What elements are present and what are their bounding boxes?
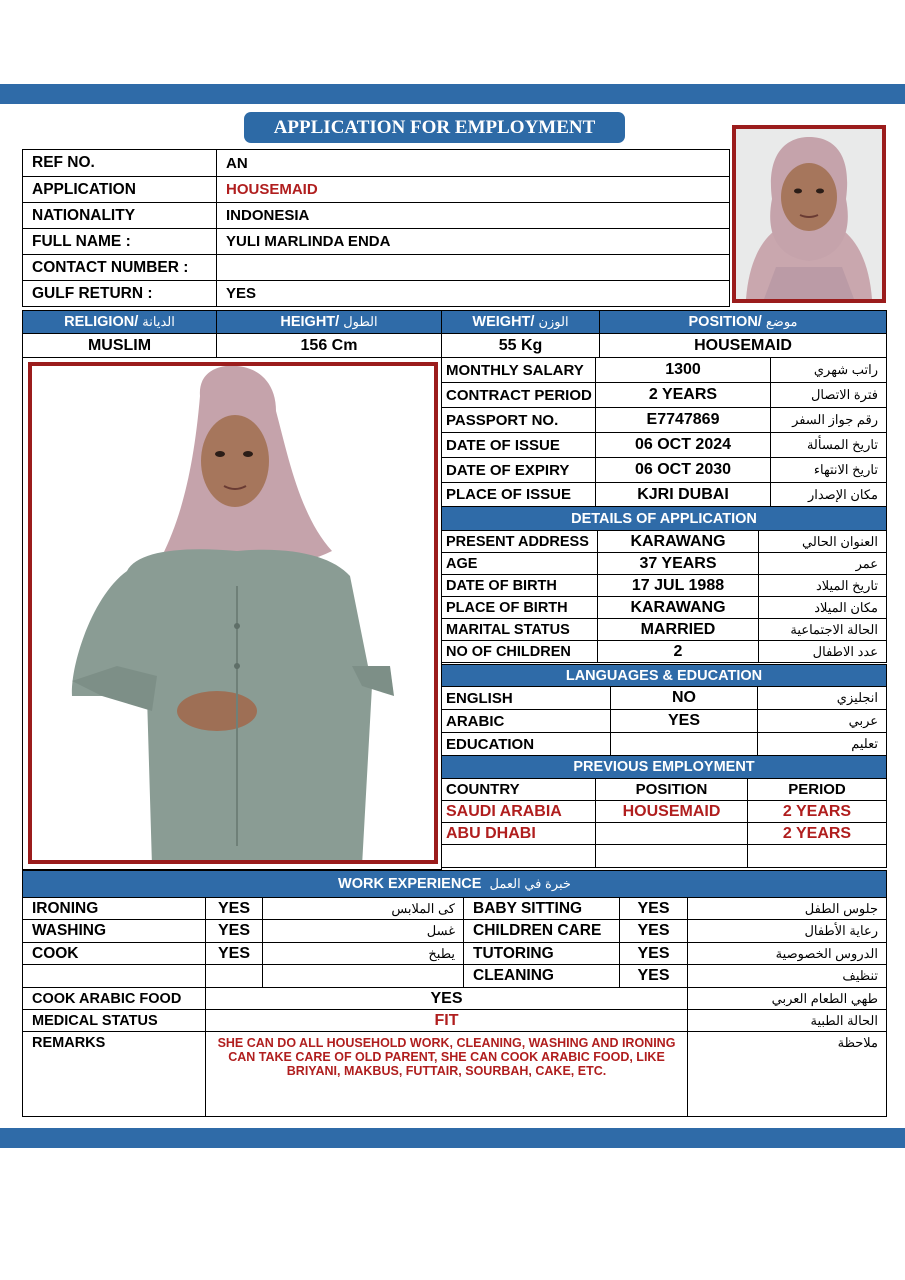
dob-value: 17 JUL 1988 [598,575,759,597]
prev-position [596,823,748,845]
nationality-row [23,203,730,229]
previous-header: PREVIOUS EMPLOYMENT [442,756,887,779]
contract-period-label: CONTRACT PERIOD [442,383,596,408]
age-label: AGE [442,553,598,575]
tutoring-label: TUTORING [464,943,620,965]
tutoring-ar: الدروس الخصوصية [688,943,887,965]
prev-position [596,845,748,868]
salary-value: 1300 [596,358,771,383]
remarks-label: REMARKS [23,1032,206,1117]
details-table [441,506,887,663]
height-value: 156 Cm [217,334,442,358]
arabic-label: ARABIC [442,710,611,733]
salary-ar: راتب شهري [771,358,887,383]
baby-sitting-label: BABY SITTING [464,898,620,920]
english-value: NO [611,687,758,710]
contact-row [23,255,730,281]
tutoring-value: YES [620,943,688,965]
medical-value: FIT [206,1010,688,1032]
washing-ar: غسل [263,920,464,943]
work-experience-table [22,870,887,1117]
children-care-label: CHILDREN CARE [464,920,620,943]
ironing-label: IRONING [23,898,206,920]
pob-label: PLACE OF BIRTH [442,597,598,619]
religion-header: RELIGION/ الديانة [23,311,217,334]
summary-table [22,310,887,358]
prev-period: 2 YEARS [748,801,887,823]
position-column-header: POSITION [596,779,748,801]
pob-ar: مكان الميلاد [759,597,887,619]
cleaning-value: YES [620,965,688,988]
cook-arabic-ar: طهي الطعام العربي [688,988,887,1010]
full-name-label: FULL NAME : [23,229,217,255]
baby-sitting-ar: جلوس الطفل [688,898,887,920]
children-care-ar: رعاية الأطفال [688,920,887,943]
passport-photo [732,125,886,303]
cook-ar: يطبخ [263,943,464,965]
blank-left-value [206,965,263,988]
education-ar: تعليم [758,733,887,756]
baby-sitting-value: YES [620,898,688,920]
country-column-header: COUNTRY [442,779,596,801]
issue-date-label: DATE OF ISSUE [442,433,596,458]
nationality-value: INDONESIA [217,203,730,229]
english-ar: انجليزي [758,687,887,710]
passport-label: PASSPORT NO. [442,408,596,433]
gulf-return-label: GULF RETURN : [23,281,217,307]
washing-value: YES [206,920,263,943]
languages-table [441,664,887,756]
languages-header: LANGUAGES & EDUCATION [442,665,887,687]
marital-value: MARRIED [598,619,759,641]
ref-value: AN [217,150,730,177]
contract-table [441,357,887,507]
issue-date-value: 06 OCT 2024 [596,433,771,458]
issue-date-ar: تاريخ المسألة [771,433,887,458]
ref-row [23,150,730,177]
ironing-value: YES [206,898,263,920]
previous-employment-table [441,755,887,868]
prev-period: 2 YEARS [748,823,887,845]
bottom-band [0,1128,905,1148]
place-of-issue-label: PLACE OF ISSUE [442,483,596,507]
table-row [442,823,887,845]
address-value: KARAWANG [598,531,759,553]
blank-left-label [23,965,206,988]
cook-value: YES [206,943,263,965]
passport-value: E7747869 [596,408,771,433]
contact-value [217,255,730,281]
application-row [23,177,730,203]
full-body-photo [28,362,438,864]
remarks-ar: ملاحظة [688,1032,887,1117]
cook-arabic-value: YES [206,988,688,1010]
gulf-return-value: YES [217,281,730,307]
education-label: EDUCATION [442,733,611,756]
expiry-date-value: 06 OCT 2030 [596,458,771,483]
period-column-header: PERIOD [748,779,887,801]
children-label: NO OF CHILDREN [442,641,598,663]
english-label: ENGLISH [442,687,611,710]
table-row [442,801,887,823]
application-label: APPLICATION [23,177,217,203]
prev-country: SAUDI ARABIA [442,801,596,823]
details-header: DETAILS OF APPLICATION [442,507,887,531]
blank-left-ar [263,965,464,988]
arabic-value: YES [611,710,758,733]
work-header: WORK EXPERIENCE خبرة في العمل [23,871,887,898]
nationality-label: NATIONALITY [23,203,217,229]
table-row [442,845,887,868]
weight-header: WEIGHT/ الوزن [442,311,600,334]
arabic-ar: عربي [758,710,887,733]
children-ar: عدد الاطفال [759,641,887,663]
address-label: PRESENT ADDRESS [442,531,598,553]
medical-label: MEDICAL STATUS [23,1010,206,1032]
prev-position: HOUSEMAID [596,801,748,823]
salary-label: MONTHLY SALARY [442,358,596,383]
full-name-value: YULI MARLINDA ENDA [217,229,730,255]
passport-ar: رقم جواز السفر [771,408,887,433]
washing-label: WASHING [23,920,206,943]
place-of-issue-ar: مكان الإصدار [771,483,887,507]
contract-period-value: 2 YEARS [596,383,771,408]
weight-value: 55 Kg [442,334,600,358]
cook-label: COOK [23,943,206,965]
position-header: POSITION/ موضع [600,311,887,334]
ironing-ar: كى الملابس [263,898,464,920]
medical-ar: الحالة الطبية [688,1010,887,1032]
position-value: HOUSEMAID [600,334,887,358]
age-ar: عمر [759,553,887,575]
place-of-issue-value: KJRI DUBAI [596,483,771,507]
age-value: 37 YEARS [598,553,759,575]
prev-country: ABU DHABI [442,823,596,845]
religion-value: MUSLIM [23,334,217,358]
gulf-return-row [23,281,730,307]
education-value [611,733,758,756]
contact-label: CONTACT NUMBER : [23,255,217,281]
expiry-date-ar: تاريخ الانتهاء [771,458,887,483]
prev-country [442,845,596,868]
application-value: HOUSEMAID [217,177,730,203]
form-title: APPLICATION FOR EMPLOYMENT [244,112,625,143]
expiry-date-label: DATE OF EXPIRY [442,458,596,483]
children-care-value: YES [620,920,688,943]
full-name-row [23,229,730,255]
marital-ar: الحالة الاجتماعية [759,619,887,641]
personal-info-table [22,149,730,307]
address-ar: العنوان الحالي [759,531,887,553]
prev-period [748,845,887,868]
pob-value: KARAWANG [598,597,759,619]
dob-label: DATE OF BIRTH [442,575,598,597]
cook-arabic-label: COOK ARABIC FOOD [23,988,206,1010]
cleaning-ar: تنظيف [688,965,887,988]
top-band [0,84,905,104]
marital-label: MARITAL STATUS [442,619,598,641]
dob-ar: تاريخ الميلاد [759,575,887,597]
cleaning-label: CLEANING [464,965,620,988]
remarks-value: SHE CAN DO ALL HOUSEHOLD WORK, CLEANING, WASHING AND IRONING CAN TAKE CARE OF OLD PARENT, SHE CAN COOK ARABIC FOOD, LIKE BRIYANI, MAKBUS, FUTTAIR, SOURBAH, CAKE, ETC. [206,1032,688,1117]
children-value: 2 [598,641,759,663]
contract-period-ar: فترة الاتصال [771,383,887,408]
height-header: HEIGHT/ الطول [217,311,442,334]
ref-label: REF NO. [23,150,217,177]
